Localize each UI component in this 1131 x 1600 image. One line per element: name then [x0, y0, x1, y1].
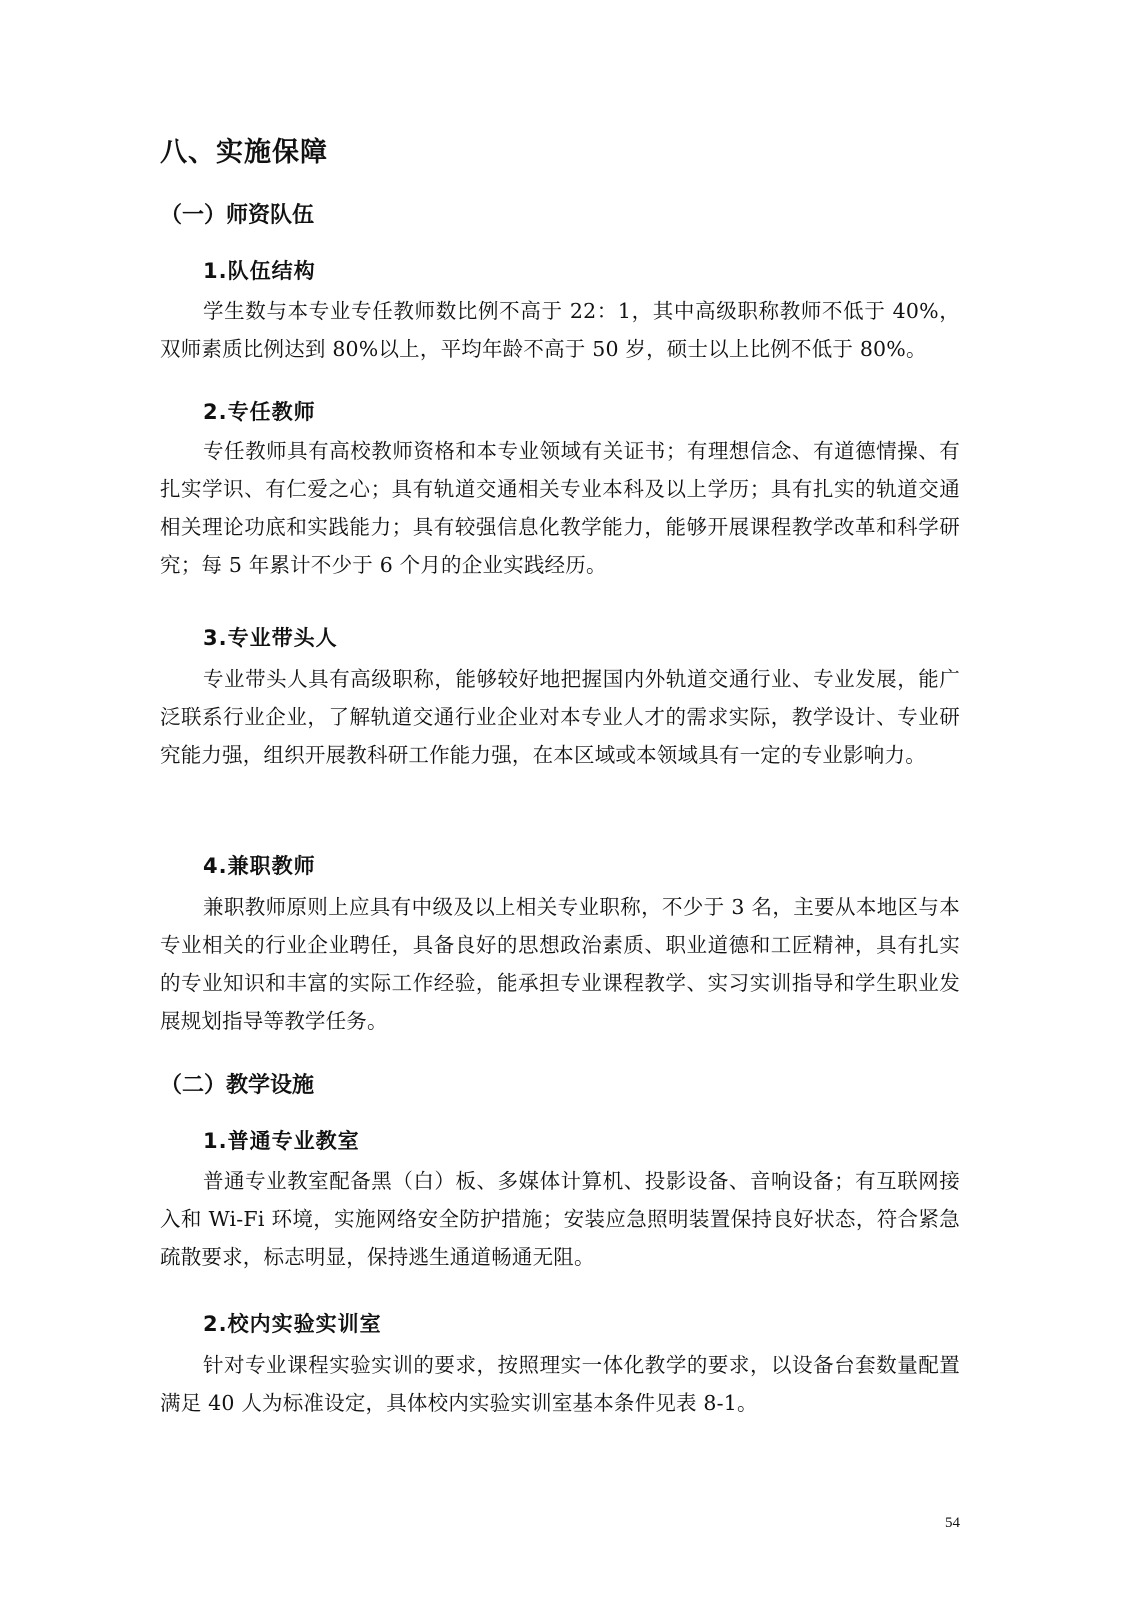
paragraph-fulltime-teachers: 专任教师具有高校教师资格和本专业领域有关证书；有理想信念、有道德情操、有扎实学识、有仁爱之心；具有轨道交通相关专业本科及以上学历；具有扎实的轨道交通相关理论功底和实践能力；具有较强信息化教学能力，能够开展课程教学改革和科学研究；每 5 年累计不少于 6 个月的企业实践经历。 — [160, 439, 960, 577]
paragraph-team-structure: 学生数与本专业专任教师数比例不高于 22：1，其中高级职称教师不低于 40%，双师素质比例达到 80%以上，平均年龄不高于 50 岁，硕士以上比例不低于 80%。 — [160, 299, 960, 361]
heading-program-leader: 3.专业带头人 — [203, 626, 338, 650]
heading-training-room: 2.校内实验实训室 — [203, 1312, 382, 1336]
heading-team-structure: 1.队伍结构 — [203, 259, 316, 283]
heading-parttime-teachers: 4.兼职教师 — [203, 854, 316, 878]
page-number: 54 — [945, 1515, 960, 1531]
paragraph-program-leader: 专业带头人具有高级职称，能够较好地把握国内外轨道交通行业、专业发展，能广泛联系行业企业，了解轨道交通行业企业对本专业人才的需求实际，教学设计、专业研究能力强，组织开展教科研工作能力强，在本区域或本领域具有一定的专业影响力。 — [160, 667, 960, 767]
heading-fulltime-teachers: 2.专任教师 — [203, 400, 316, 424]
paragraph-parttime-teachers: 兼职教师原则上应具有中级及以上相关专业职称，不少于 3 名，主要从本地区与本专业相关的行业企业聘任，具备良好的思想政治素质、职业道德和工匠精神，具有扎实的专业知识和丰富的实际工作经验，能承担专业课程教学、实习实训指导和学生职业发展规划指导等教学任务。 — [160, 895, 960, 1033]
subsection-title-facilities: （二）教学设施 — [160, 1073, 315, 1098]
subsection-title-teachers: （一）师资队伍 — [160, 203, 315, 228]
section-title: 八、实施保障 — [160, 137, 328, 168]
paragraph-classroom: 普通专业教室配备黑（白）板、多媒体计算机、投影设备、音响设备；有互联网接入和 Wi-Fi 环境，实施网络安全防护措施；安装应急照明装置保持良好状态，符合紧急疏散要求，标志明显，保持逃生通道畅通无阻。 — [160, 1169, 960, 1269]
heading-classroom: 1.普通专业教室 — [203, 1129, 360, 1153]
paragraph-training-room: 针对专业课程实验实训的要求，按照理实一体化教学的要求，以设备台套数量配置满足 40 人为标准设定，具体校内实验实训室基本条件见表 8-1。 — [160, 1353, 960, 1415]
